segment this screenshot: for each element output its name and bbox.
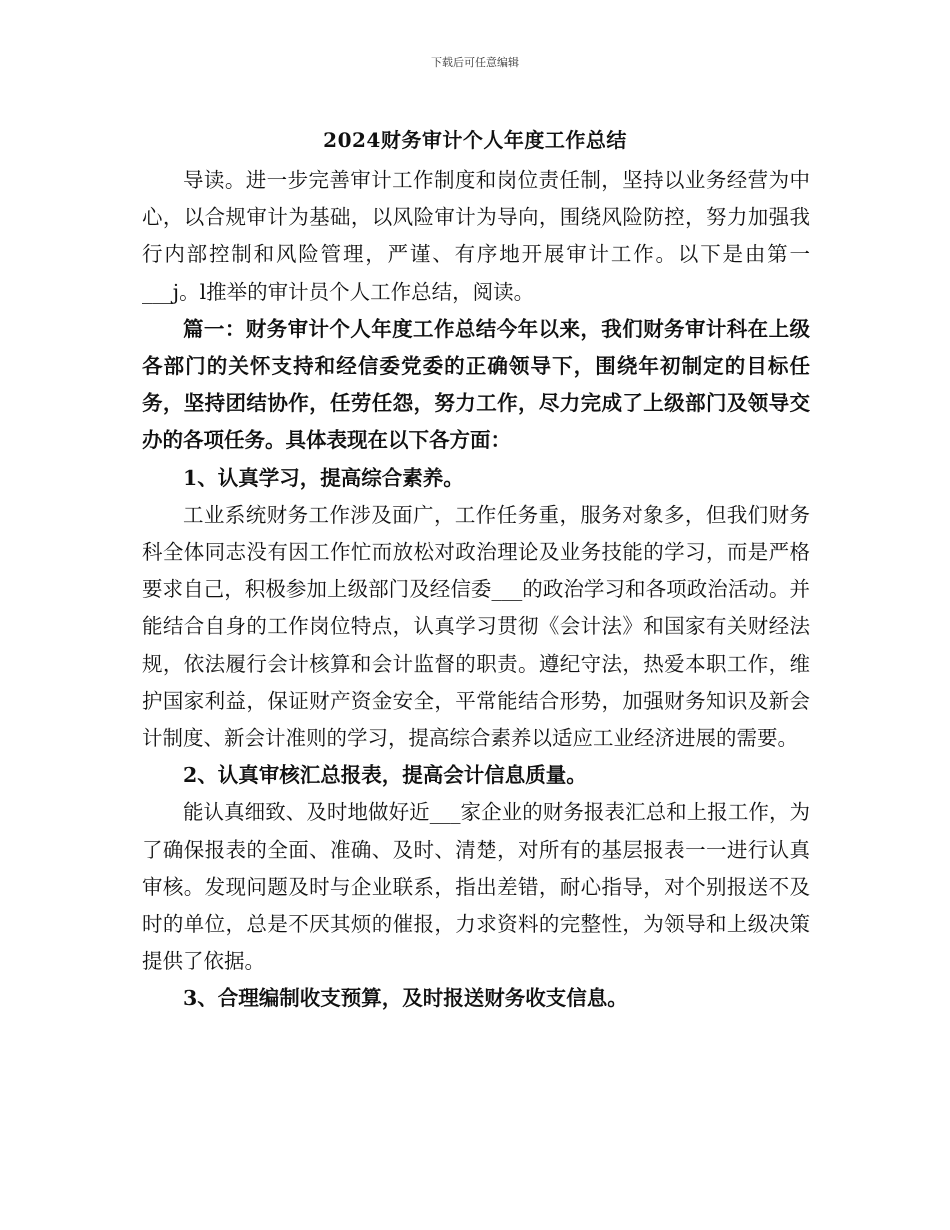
paragraph-item-1: 工业系统财务工作涉及面广，工作任务重，服务对象多，但我们财务科全体同志没有因工作忙而放松对政治理论及业务技能的学习，而是严格要求自己，积极参加上级部门及经信委___的政治学习和各项政治活动。并能结合自身的工作岗位特点，认真学习贯彻《会计法》和国家有关财经法规，依法履行会计核算和会计监督的职责。遵纪守法，热爱本职工作，维护国家利益，保证财产资金安全，平常能结合形势，加强财务知识及新会计制度、新会计准则的学习，提高综合素养以适应工业经济进展的需要。	[142, 502, 810, 751]
document-body	[142, 162, 810, 1018]
document-title: 2024财务审计个人年度工作总结	[323, 128, 627, 152]
heading-item-2: 2、认真审核汇总报表，提高会计信息质量。	[183, 763, 587, 788]
paragraph-item-2: 能认真细致、及时地做好近___家企业的财务报表汇总和上报工作，为了确保报表的全面、准确、及时、清楚，对所有的基层报表一一进行认真审核。发现问题及时与企业联系，指出差错，耐心指导，对个别报送不及时的单位，总是不厌其烦的催报，力求资料的完整性，为领导和上级决策提供了依据。	[142, 800, 810, 974]
paragraph-intro: 导读。进一步完善审计工作制度和岗位责任制，坚持以业务经营为中心，以合规审计为基础，以风险审计为导向，围绕风险防控，努力加强我行内部控制和风险管理，严谨、有序地开展审计工作。以下是由第一___j。l推举的审计员个人工作总结，阅读。	[142, 168, 810, 304]
paragraph-section-one: 篇一：财务审计个人年度工作总结今年以来，我们财务审计科在上级各部门的关怀支持和经信委党委的正确领导下，围绕年初制定的目标任务，坚持团结协作，任劳任怨，努力工作，尽力完成了上级部门及领导交办的各项任务。具体表现在以下各方面：	[142, 316, 810, 453]
header-note: 下载后可任意编辑	[431, 56, 519, 69]
heading-item-1: 1、认真学习，提高综合素养。	[183, 465, 464, 490]
heading-item-3: 3、合理编制收支预算，及时报送财务收支信息。	[183, 986, 628, 1011]
